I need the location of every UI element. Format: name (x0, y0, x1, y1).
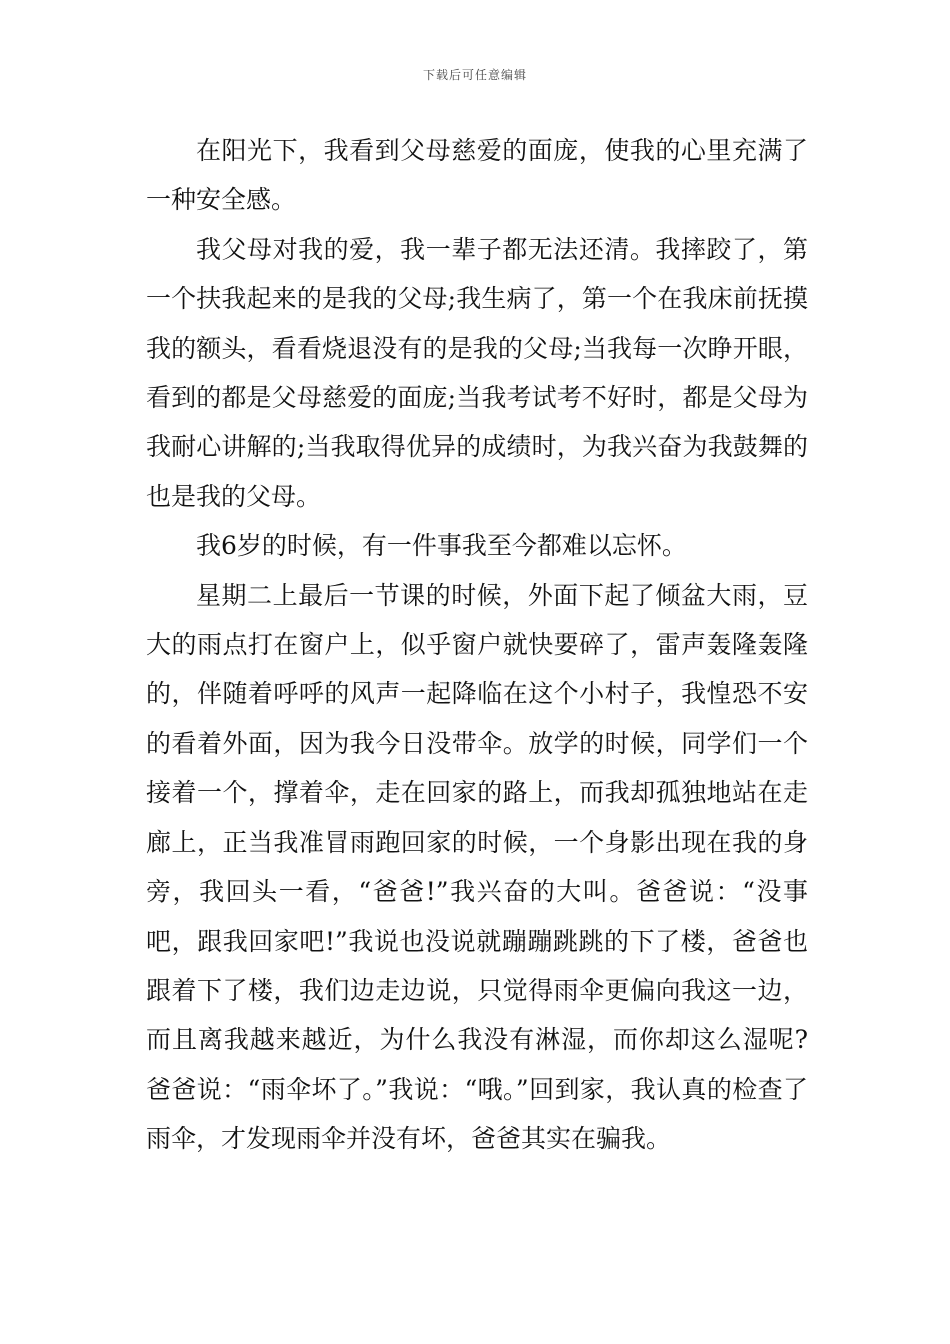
paragraph-1: 在阳光下，我看到父母慈爱的面庞，使我的心里充满了一种安全感。 (146, 136, 808, 215)
paragraph-2: 我父母对我的爱，我一辈子都无法还清。我摔跤了，第一个扶我起来的是我的父母;我生病了，第一个在我床前抚摸我的额头，看看烧退没有的是我的父母;当我每一次睁开眼，看到的都是父母慈爱的面庞;当我考试考不好时，都是父母为我耐心讲解的;当我取得优异的成绩时，为我兴奋为我鼓舞的也是我的父母。 (146, 234, 808, 511)
document-body (146, 126, 808, 1164)
page-header-note: 下载后可任意编辑 (422, 68, 527, 82)
paragraph-4: 星期二上最后一节课的时候，外面下起了倾盆大雨，豆大的雨点打在窗户上，似乎窗户就快要碎了，雷声轰隆轰隆的，伴随着呼呼的风声一起降临在这个小村子，我惶恐不安的看着外面，因为我今日没带伞。放学的时候，同学们一个接着一个，撑着伞，走在回家的路上，而我却孤独地站在走廊上，正当我准冒雨跑回家的时候，一个身影出现在我的身旁，我回头一看，“爸爸!”我兴奋的大叫。爸爸说：“没事吧，跟我回家吧!”我说也没说就蹦蹦跳跳的下了楼，爸爸也跟着下了楼，我们边走边说，只觉得雨伞更偏向我这一边，而且离我越来越近，为什么我没有淋湿，而你却这么湿呢?爸爸说：“雨伞坏了。”我说：“哦。”回到家，我认真的检查了雨伞，才发现雨伞并没有坏，爸爸其实在骗我。 (146, 580, 808, 1154)
paragraph-3: 我6岁的时候，有一件事我至今都难以忘怀。 (196, 531, 687, 561)
